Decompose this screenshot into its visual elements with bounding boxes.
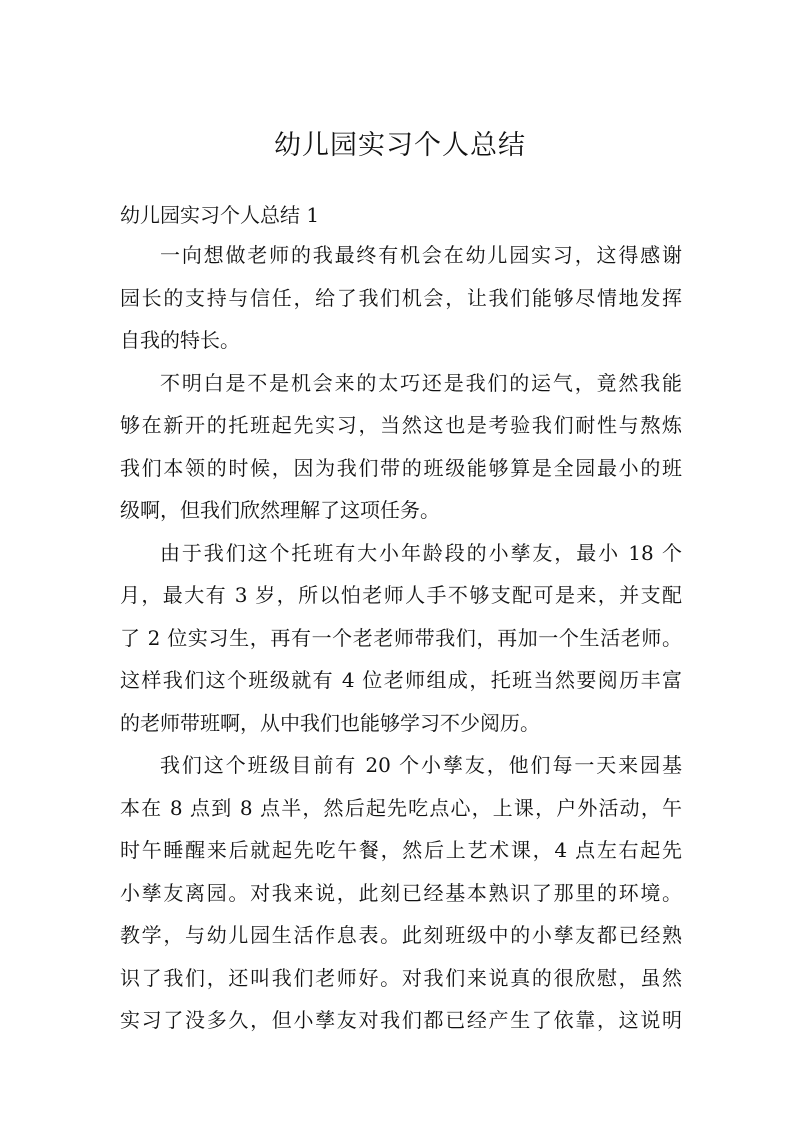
paragraph-line: 我们这个班级目前有 20 个小孳友，他们每一天来园基 <box>160 753 682 777</box>
paragraph-line: 的老师带班啊，从中我们也能够学习不少阅历。 <box>120 710 540 735</box>
paragraph-line: 不明白是不是机会来的太巧还是我们的运气，竟然我能 <box>160 370 682 395</box>
paragraph-line: 园长的支持与信任，给了我们机会，让我们能够尽情地发挥 <box>120 285 682 310</box>
document-title: 幼儿园实习个人总结 <box>274 130 526 161</box>
paragraph-line: 级啊，但我们欣然理解了这项任务。 <box>120 498 440 522</box>
paragraph-1 <box>120 234 682 362</box>
document-body <box>120 196 682 1042</box>
paragraph-line: 这样我们这个班级就有 4 位老师组成，托班当然要阅历丰富 <box>120 668 682 692</box>
paragraph-line: 一向想做老师的我最终有机会在幼儿园实习，这得感谢 <box>160 243 682 267</box>
paragraph-line: 教学，与幼儿园生活作息表。此刻班级中的小孳友都已经熟 <box>120 923 682 947</box>
paragraph-line: 月，最大有 3 岁，所以怕老师人手不够支配可是来，并支配 <box>120 583 682 607</box>
paragraph-line: 实习了没多久，但小孳友对我们都已经产生了依靠，这说明 <box>120 1008 682 1032</box>
section-heading: 幼儿园实习个人总结 1 <box>120 203 320 227</box>
paragraph-line: 时午睡醒来后就起先吃午餐，然后上艺术课，4 点左右起先 <box>120 838 682 862</box>
paragraph-line: 了 2 位实习生，再有一个老老师带我们，再加一个生活老师。 <box>120 625 682 650</box>
paragraph-3 <box>120 532 682 745</box>
paragraph-line: 本在 8 点到 8 点半，然后起先吃点心，上课，户外活动，午 <box>120 795 682 820</box>
paragraph-line: 小孳友离园。对我来说，此刻已经基本熟识了那里的环境。 <box>120 880 682 905</box>
paragraph-2 <box>120 362 682 532</box>
paragraph-line: 由于我们这个托班有大小年龄段的小孳友，最小 18 个 <box>160 540 682 565</box>
paragraph-line: 自我的特长。 <box>120 328 240 352</box>
paragraph-line: 够在新开的托班起先实习，当然这也是考验我们耐性与熬炼 <box>120 413 682 437</box>
paragraph-line: 识了我们，还叫我们老师好。对我们来说真的很欣慰，虽然 <box>120 965 682 990</box>
paragraph-4 <box>120 744 682 1042</box>
paragraph-line: 我们本领的时候，因为我们带的班级能够算是全园最小的班 <box>120 455 682 480</box>
